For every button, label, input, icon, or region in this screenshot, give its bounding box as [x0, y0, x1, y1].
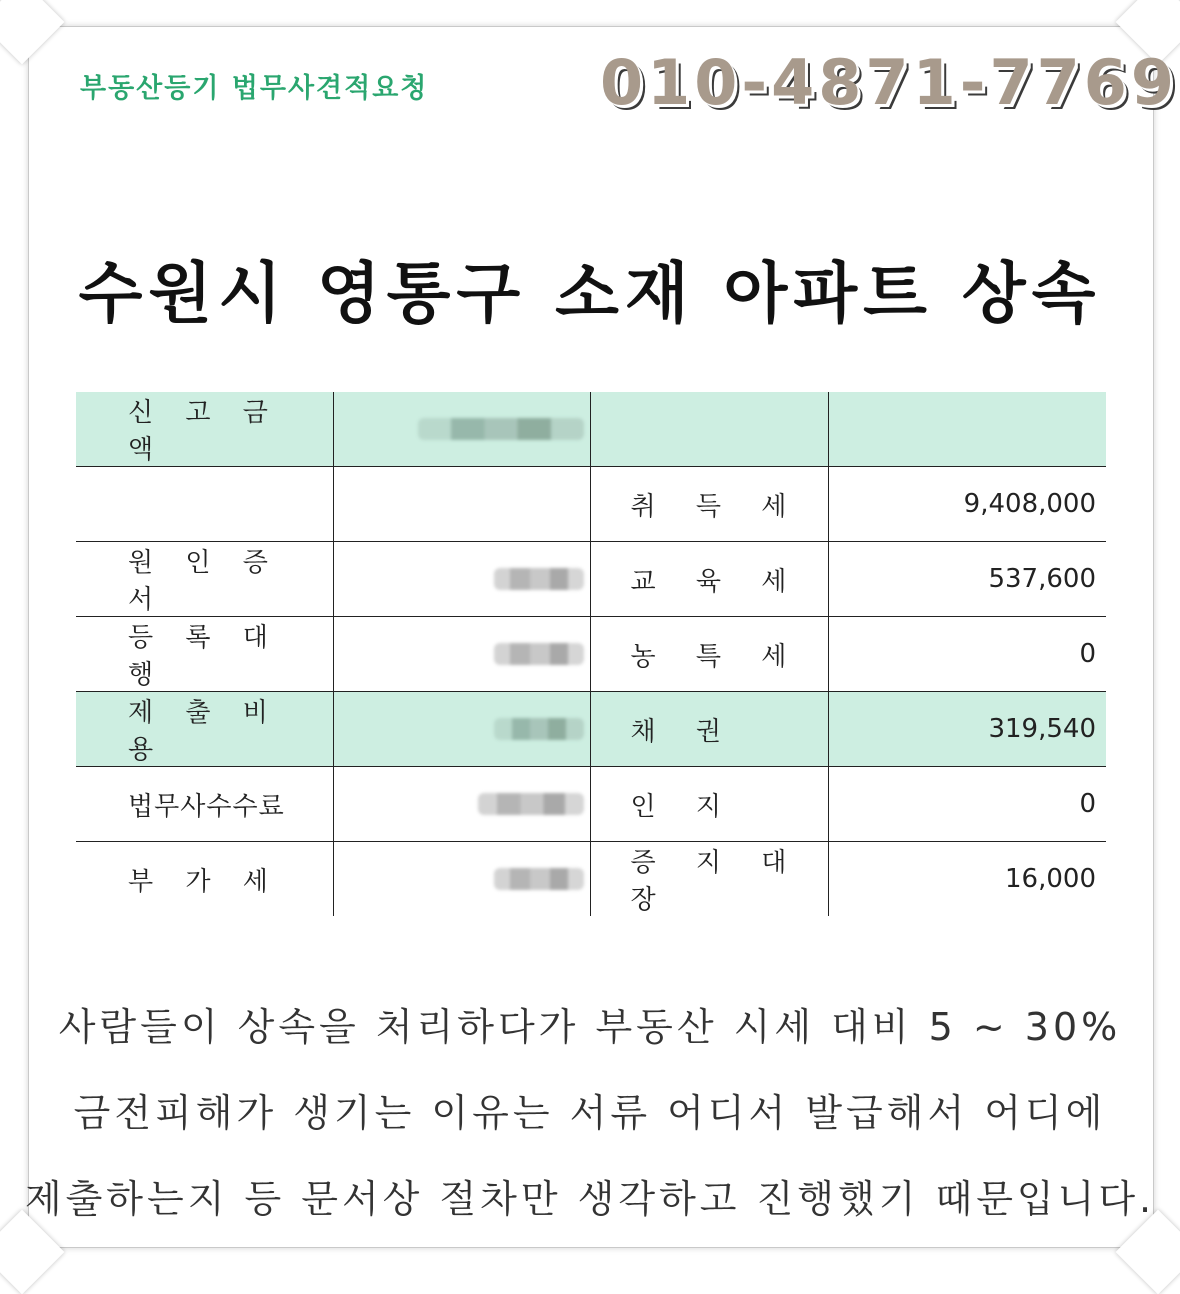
redacted-value	[333, 842, 590, 917]
phone-number[interactable]: 010-4871-7769	[600, 46, 1179, 119]
table-row	[76, 842, 1106, 917]
table-row	[76, 767, 1106, 842]
tax-value: 16,000	[828, 842, 1106, 917]
tax-label: 교 육 세	[590, 542, 828, 617]
note-line-2: 금전피해가 생기는 이유는 서류 어디서 발급해서 어디에	[73, 1091, 1107, 1135]
redacted-value	[333, 767, 590, 842]
redacted-value	[333, 617, 590, 692]
note-line-1: 사람들이 상속을 처리하다가 부동산 시세 대비 5 ~ 30%	[58, 1005, 1122, 1049]
fee-table	[76, 392, 1106, 916]
tax-label: 인 지	[590, 767, 828, 842]
tax-value: 0	[828, 617, 1106, 692]
tax-value: 319,540	[828, 692, 1106, 767]
tax-value: 9,408,000	[828, 467, 1106, 542]
tax-value: 537,600	[828, 542, 1106, 617]
row-label: 등 록 대 행	[76, 617, 333, 692]
table-row	[76, 467, 1106, 542]
row-label: 제 출 비 용	[76, 692, 333, 767]
row-label	[76, 467, 333, 542]
table-row	[76, 617, 1106, 692]
page-title: 수원시 영통구 소재 아파트 상속	[78, 255, 1102, 332]
tax-label: 증 지 대 장	[590, 842, 828, 917]
row-label: 신 고 금 액	[76, 392, 333, 467]
table-row	[76, 692, 1106, 767]
table-row	[76, 392, 1106, 467]
brand-text: 부동산등기 법무사견적요청	[80, 73, 429, 104]
redacted-value	[333, 392, 590, 467]
redacted-value	[333, 692, 590, 767]
row-label: 법무사수수료	[76, 767, 333, 842]
tax-label: 농 특 세	[590, 617, 828, 692]
redacted-value	[333, 542, 590, 617]
tax-label: 취 득 세	[590, 467, 828, 542]
note-line-3: 제출하는지 등 문서상 절차만 생각하고 진행했기 때문입니다.	[24, 1177, 1156, 1221]
row-label: 원 인 증 서	[76, 542, 333, 617]
tax-label	[590, 392, 828, 467]
tax-label: 채 권	[590, 692, 828, 767]
empty-value	[333, 467, 590, 542]
row-label: 부 가 세	[128, 866, 280, 897]
tax-value: 0	[828, 767, 1106, 842]
table-row	[76, 542, 1106, 617]
tax-value	[828, 392, 1106, 467]
